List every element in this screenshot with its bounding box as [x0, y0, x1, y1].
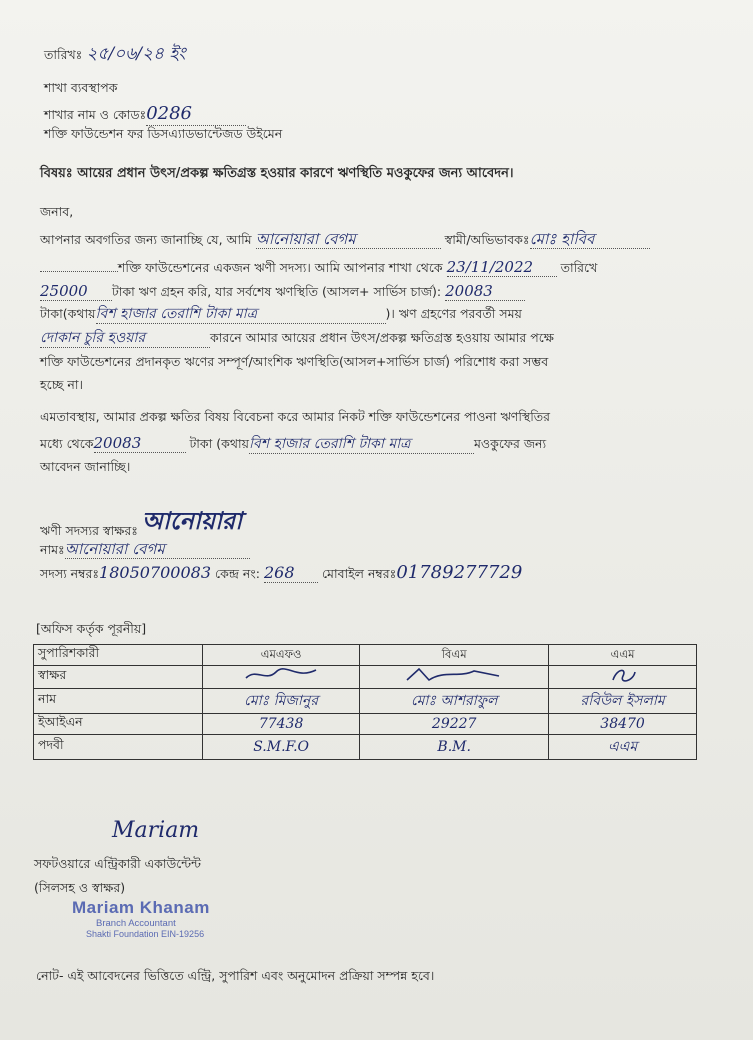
waive-words-field: বিশ হাজার তেরাশি টাকা মাত্র — [249, 436, 474, 454]
balance-words-field: বিশ হাজার তেরাশি টাকা মাত্র — [96, 306, 386, 324]
office-table — [33, 644, 697, 760]
blank-dots — [40, 271, 118, 272]
body-line-2 — [40, 258, 597, 277]
stamp-name: Mariam Khanam — [72, 898, 210, 917]
body-text: কারনে আমার আয়ের প্রধান উৎস/প্রকল্প ক্ষতিগ্রস্ত হওয়ায় আমার পক্ষে — [210, 330, 554, 345]
signature-cell — [360, 666, 549, 689]
body-text: মওকুফের জন্য — [473, 436, 547, 451]
signature-mark — [399, 666, 509, 684]
member-name-field: আনোয়ারা বেগম — [256, 230, 441, 249]
table-cell: রবিউল ইসলাম — [549, 689, 697, 714]
body-line-3 — [40, 282, 525, 301]
branch-label: শাখার নাম ও কোডঃ — [44, 107, 147, 122]
guardian-label: স্বামী/অভিভাবকঃ — [444, 232, 530, 247]
body2-line-2 — [40, 434, 546, 454]
header-cell: এমএফও — [203, 645, 360, 666]
table-cell: 38470 — [549, 714, 697, 735]
member-no-value: 18050700083 — [99, 563, 212, 582]
table-cell: এএম — [549, 735, 697, 760]
body-text: টাকা (কথায় — [189, 436, 249, 451]
table-row — [34, 735, 697, 760]
addressee-title: শাখা ব্যবস্থাপক — [44, 80, 118, 95]
row-label: স্বাক্ষর — [34, 666, 203, 689]
body-line-4 — [40, 306, 522, 324]
table-cell: 77438 — [203, 714, 360, 735]
center-label: কেন্দ্র নং: — [215, 566, 260, 581]
body-text: তারিখে — [560, 260, 598, 275]
stamp-org: Shakti Foundation EIN-19256 — [86, 929, 205, 939]
table-cell: মোঃ আশরাফুল — [360, 689, 549, 714]
row-label: পদবী — [34, 735, 203, 760]
balance-field: 20083 — [445, 282, 525, 301]
signature-cell — [203, 666, 360, 689]
member-sig-line — [40, 506, 243, 542]
table-cell: B.M. — [360, 735, 549, 760]
office-title: [অফিস কর্তৃক পূরনীয়] — [36, 621, 147, 636]
body-text: )। ঋণ গ্রহণের পরবর্তী সময় — [385, 306, 522, 321]
accountant-signature: Mariam — [112, 818, 200, 843]
body-text: মধ্যে থেকে — [40, 436, 94, 451]
body-text: আপনার অবগতির জন্য জানাচ্ছি যে, আমি — [40, 232, 252, 247]
center-value: 268 — [264, 563, 318, 583]
member-sig-label: ঋণী সদস্যর স্বাক্ষরঃ — [40, 523, 138, 538]
branch-line — [44, 103, 246, 126]
mobile-value: 01789277729 — [396, 562, 523, 583]
row-label: ইআইএন — [34, 714, 203, 735]
member-name-line — [40, 540, 250, 559]
date-line — [44, 44, 186, 64]
table-cell: মোঃ মিজানুর — [203, 689, 360, 714]
header-cell: সুপারিশকারী — [34, 645, 203, 666]
subject: বিষয়ঃ আয়ের প্রধান উৎস/প্রকল্প ক্ষতিগ্রস্ত হওয়ার কারণে ঋণস্থিতি মওকুফের জন্য আবেদন। — [40, 166, 514, 181]
loan-date-field: 23/11/2022 — [447, 258, 557, 277]
accountant-label: সফটওয়ারে এন্ট্রিকারী একাউন্টেন্ট — [34, 856, 201, 871]
header-cell: এএম — [549, 645, 697, 666]
body-line-5 — [40, 330, 554, 348]
table-row — [34, 666, 697, 689]
signature-cell — [549, 666, 697, 689]
member-no-label: সদস্য নম্বরঃ — [40, 566, 100, 581]
date-value: ২৫/০৬/২৪ ইং — [86, 44, 186, 64]
cause-field: দোকান চুরি হওয়ার — [40, 330, 210, 348]
body2-line-3: আবেদন জানাচ্ছি। — [40, 459, 131, 474]
body-line-1 — [40, 230, 650, 249]
footer-note: নোট- এই আবেদনের ভিত্তিতে এন্ট্রি, সুপারিশ এবং অনুমোদন প্রক্রিয়া সম্পন্ন হবে। — [36, 968, 435, 983]
member-signature: আনোয়ারা — [141, 506, 243, 535]
body2-line-1: এমতাবস্থায়, আমার প্রকল্প ক্ষতির বিষয় বিবেচনা করে আমার নিকট শক্তি ফাউন্ডেশনের পাওনা ঋণস্থিতির — [40, 409, 551, 424]
signature-mark — [236, 666, 326, 684]
table-row — [34, 689, 697, 714]
stamp-title: Branch Accountant — [96, 918, 176, 929]
body-text: টাকা ঋণ গ্রহন করি, যার সর্বশেষ ঋণস্থিতি (আসল+ সার্ভিস চার্জ): — [112, 284, 442, 299]
accountant-seal-label: (সিলসহ ও স্বাক্ষর) — [34, 880, 126, 895]
table-cell: S.M.F.O — [203, 735, 360, 760]
table-cell: 29227 — [360, 714, 549, 735]
header-cell: বিএম — [360, 645, 549, 666]
member-name-value: আনোয়ারা বেগম — [65, 540, 250, 559]
signature-mark — [603, 666, 643, 684]
table-row — [34, 714, 697, 735]
table-header-row — [34, 645, 697, 666]
mobile-label: মোবাইল নম্বরঃ — [321, 566, 397, 581]
salutation: জনাব, — [40, 204, 74, 219]
member-name-label: নামঃ — [40, 542, 65, 557]
member-no-line — [40, 562, 522, 584]
loan-amount-field: 25000 — [40, 282, 112, 301]
accountant-stamp — [72, 898, 210, 939]
waive-amount-field: 20083 — [94, 434, 186, 453]
date-label: তারিখঃ — [44, 47, 83, 62]
body-text: টাকা(কথায় — [40, 306, 96, 321]
body-text: শক্তি ফাউন্ডেশনের একজন ঋণী সদস্য। আমি আপনার শাখা থেকে — [118, 260, 443, 275]
guardian-field: মোঃ হাবিব — [530, 230, 650, 249]
org-line: শক্তি ফাউন্ডেশন ফর ডিসএ্যাডভান্টেজড উইমেন — [44, 126, 283, 141]
branch-code: 0286 — [146, 103, 246, 126]
body-line-6: শক্তি ফাউন্ডেশনের প্রদানকৃত ঋণের সম্পূর্ণ/আংশিক ঋণস্থিতি(আসল+সার্ভিস চার্জ) পরিশোধ করা সম্ভব — [40, 354, 549, 369]
body-line-7: হচ্ছে না। — [40, 377, 83, 392]
row-label: নাম — [34, 689, 203, 714]
